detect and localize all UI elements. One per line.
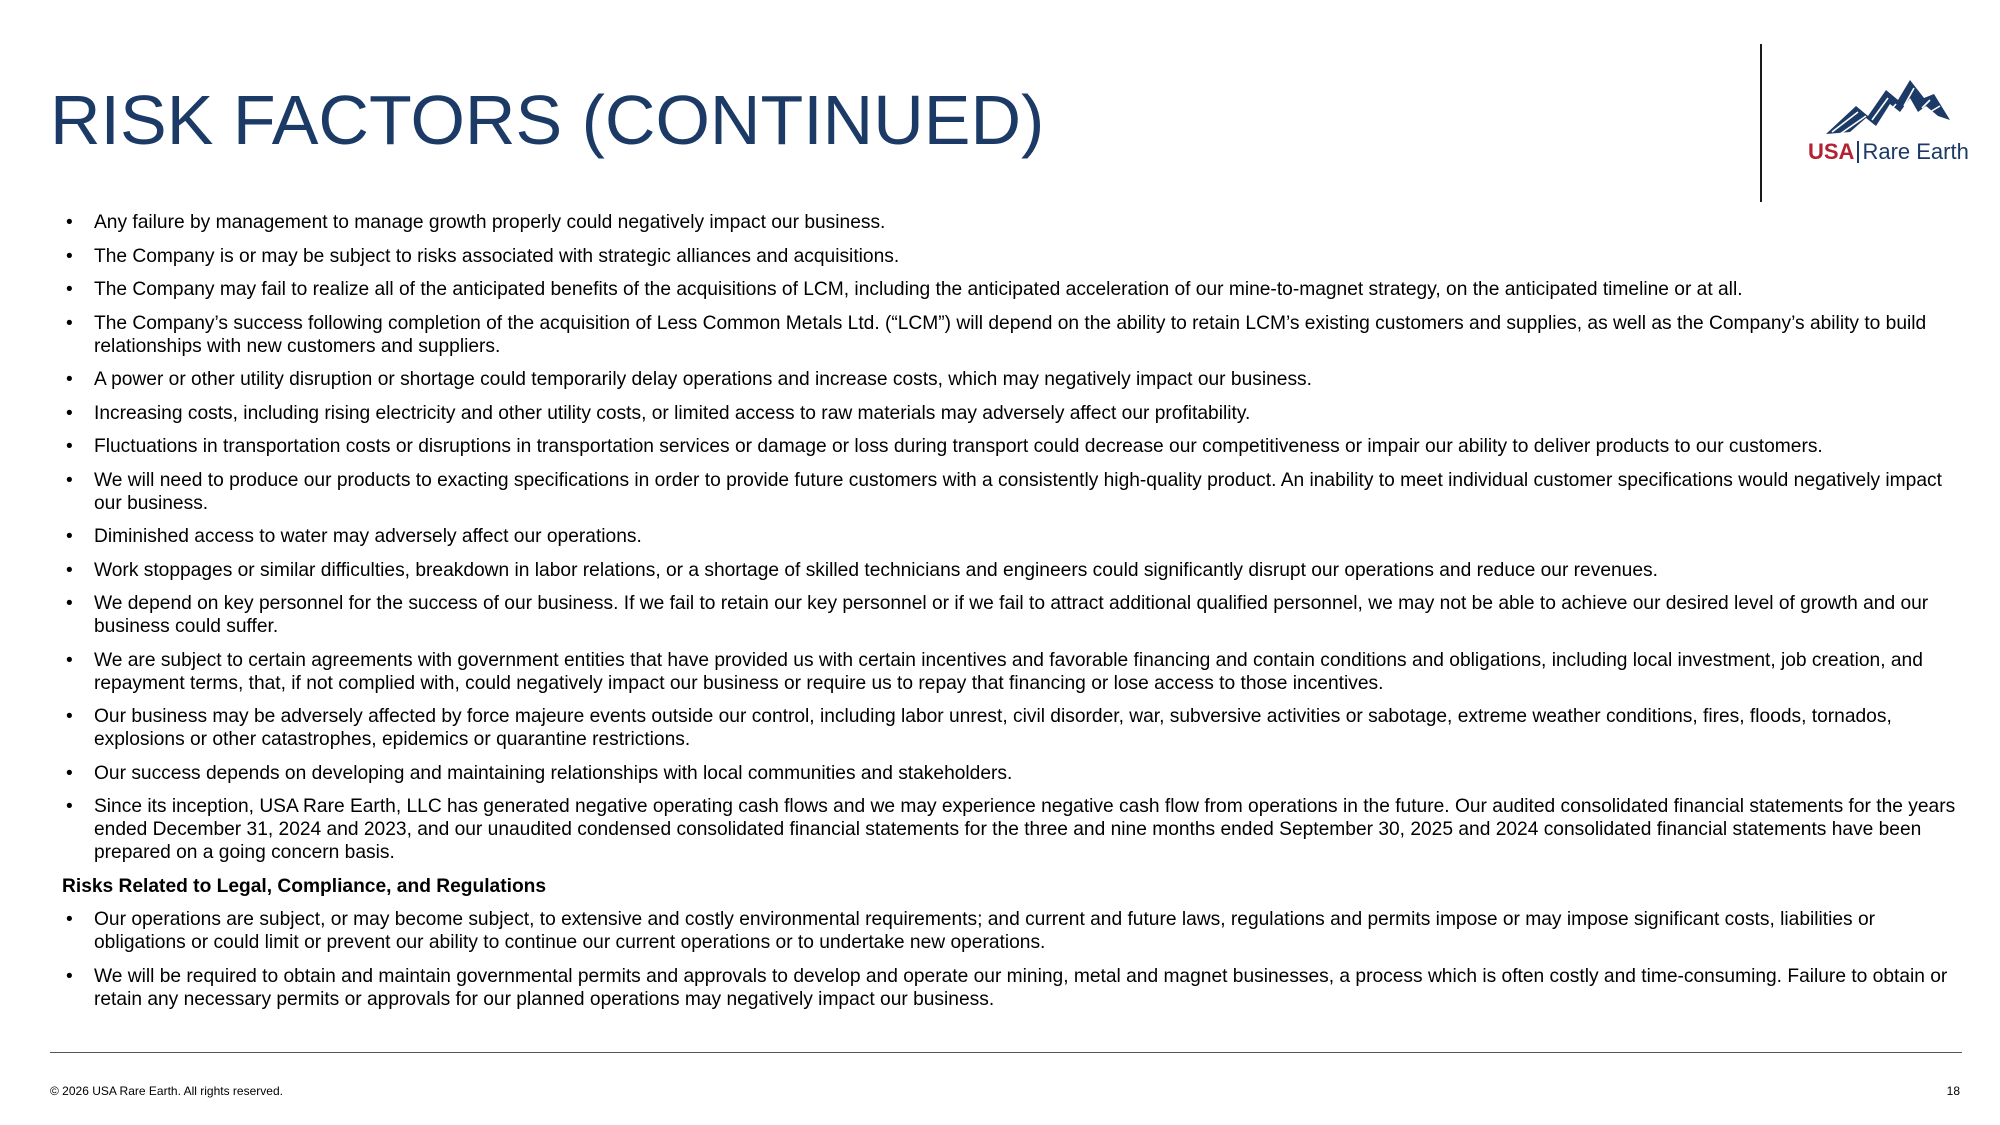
bullet-text: Our operations are subject, or may become subject, to extensive and costly environmental requirements; and current and future laws, regulations and permits impose or may impose significant costs, liabilities or obligations or could limit or prevent our ability to continue our current operations or to undertake new operations. [94,909,1876,953]
risk-factors-content [64,211,1966,1021]
bullet-item [64,402,1966,425]
bullet-glyph: • [66,762,73,784]
bullet-text: Any failure by management to manage growth properly could negatively impact our business. [94,212,886,233]
bullet-glyph: • [66,593,73,614]
bullet-text: Fluctuations in transportation costs or disruptions in transportation services or damage or loss during transport could decrease our competitiveness or impair our ability to deliver products to our customers. [94,436,1823,457]
bullet-text: We will be required to obtain and maintain governmental permits and approvals to develop and operate our mining, metal and magnet businesses, a process which is often costly and time-consuming. Failure to obtain or retain any necessary permits or approvals for our planned operations may negatively impact our business. [94,965,1948,1010]
mountain-logo-icon [1826,76,1950,138]
logo-rare-earth-text: Rare Earth [1862,139,1969,164]
bullet-text: Since its inception, USA Rare Earth, LLC has generated negative operating cash flows and we may experience negative cash flow from operations in the future. Our audited consolidated financial statements for the years ended December 31, 2024 and 2023, and our unaudited condensed consolidated financial statements for the three and nine months ended September 30, 2025 and 2024 consolidated financial statements have been prepared on a going concern basis. [94,796,1956,863]
bullet-glyph: • [66,245,73,267]
bullet-glyph: • [66,402,73,424]
bullet-item [64,278,1966,301]
bullet-text: We will need to produce our products to exacting specifications in order to provide future customers with a consistently high-quality product. An inability to meet individual customer specifications would negatively impact our business. [94,469,1942,514]
bullet-glyph: • [66,312,73,334]
bullet-text: Work stoppages or similar difficulties, breakdown in labor relations, or a shortage of skilled technicians and engineers could significantly disrupt our operations and reduce our revenues. [94,559,1658,581]
bullet-text: The Company may fail to realize all of the anticipated benefits of the acquisitions of LCM, including the anticipated acceleration of our mine-to-magnet strategy, on the anticipated timeline or at all. [94,279,1743,300]
logo-wordmark [1808,138,1969,166]
bullet-item [64,908,1966,954]
page-number: 18 [1946,1084,1960,1098]
bullet-text: We are subject to certain agreements with government entities that have provided us with certain incentives and favorable financing and contain conditions and obligations, including local investment, job creation, and repayment terms, that, if not complied with, could negatively impact our business or require us to repay that financing or lose access to those incentives. [94,649,1923,694]
bullet-glyph: • [66,369,73,390]
page-title: RISK FACTORS (CONTINUED) [50,81,1045,159]
bullet-glyph: • [66,706,73,727]
bullet-item [64,559,1966,582]
bullet-item [64,649,1966,695]
bullet-text: We depend on key personnel for the success of our business. If we fail to retain our key personnel or if we fail to attract additional qualified personnel, we may not be able to achieve our desired level of growth and our business could suffer. [94,593,1929,637]
bullet-glyph: • [66,212,73,233]
bullet-item [64,211,1966,234]
bullet-list-legal-risks [64,908,1966,1011]
bullet-item [64,762,1966,785]
bullet-glyph: • [66,965,73,987]
bullet-item [64,469,1966,515]
bullet-item [64,795,1966,864]
bullet-list-general-risks [64,211,1966,864]
bullet-glyph: • [66,909,73,930]
bullet-text: Increasing costs, including rising electricity and other utility costs, or limited access to raw materials may adversely affect our profitability. [94,402,1251,424]
logo-usa-text: USA [1808,139,1855,164]
company-logo [1808,76,1970,166]
bullet-text: Our business may be adversely affected by force majeure events outside our control, including labor unrest, civil disorder, war, subversive activities or sabotage, extreme weather conditions, fires, floods, tornados, explosions or other catastrophes, epidemics or quarantine restrictions. [94,706,1892,750]
bullet-glyph: • [66,279,73,300]
bullet-text: A power or other utility disruption or shortage could temporarily delay operations and increase costs, which may negatively impact our business. [94,369,1312,390]
bullet-glyph: • [66,559,73,581]
bullet-glyph: • [66,526,73,547]
bullet-item [64,965,1966,1011]
bullet-item [64,368,1966,391]
bullet-glyph: • [66,796,73,817]
bullet-glyph: • [66,436,73,457]
bullet-text: Diminished access to water may adversely affect our operations. [94,526,642,547]
bullet-item [64,592,1966,638]
bullet-item [64,705,1966,751]
bullet-item [64,435,1966,458]
bullet-text: The Company’s success following completion of the acquisition of Less Common Metals Ltd. (“LCM”) will depend on the ability to retain LCM’s existing customers and supplies, as well as the Company’s ability to build relationships with new customers and suppliers. [94,312,1927,357]
bullet-text: The Company is or may be subject to risks associated with strategic alliances and acquisitions. [94,245,900,267]
logo-separator [1857,141,1859,163]
bullet-item [64,245,1966,268]
bullet-item [64,525,1966,548]
header-divider [1760,44,1762,202]
bullet-text: Our success depends on developing and maintaining relationships with local communities and stakeholders. [94,762,1013,784]
bullet-glyph: • [66,469,73,491]
footer-copyright: © 2026 USA Rare Earth. All rights reserved. [50,1084,283,1098]
section-heading-legal-compliance: Risks Related to Legal, Compliance, and Regulations [62,875,547,897]
bullet-glyph: • [66,649,73,671]
footer-divider [50,1052,1962,1053]
bullet-item [64,312,1966,358]
